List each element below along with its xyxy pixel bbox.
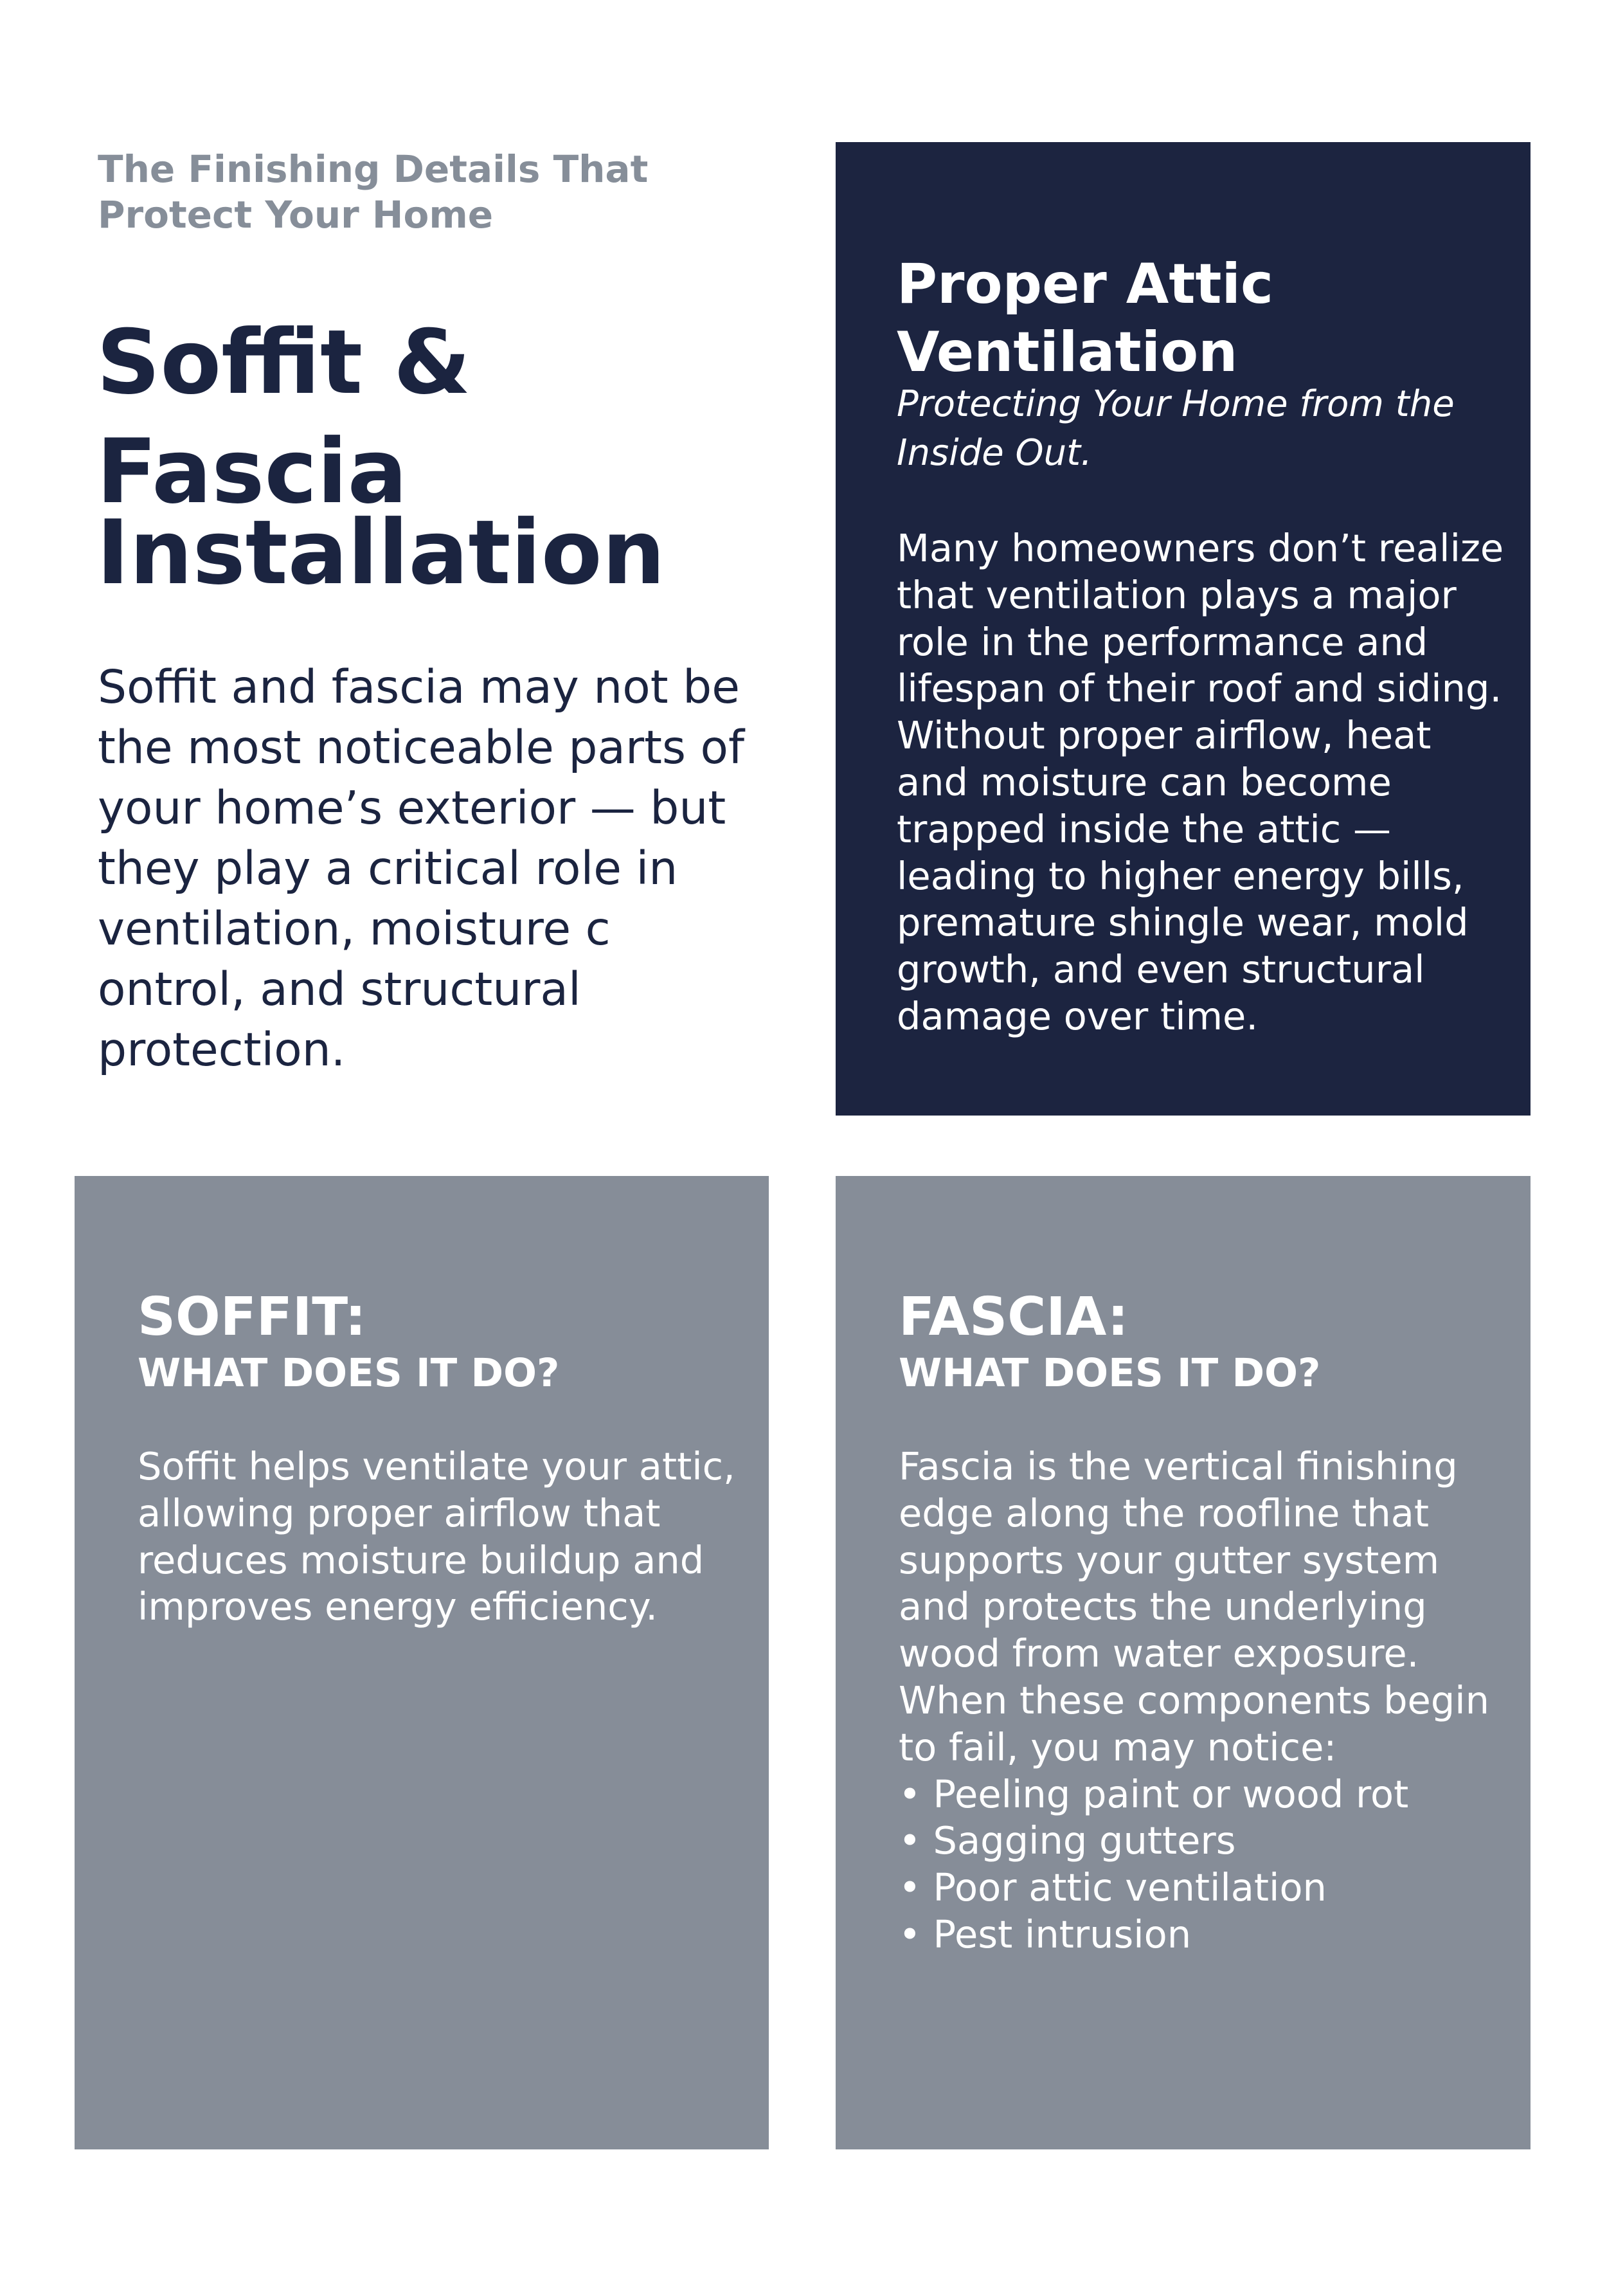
soffit-body-line: reduces moisture buildup and <box>138 1537 705 1582</box>
intro-line: ontrol, and structural <box>98 963 581 1016</box>
soffit-body-line: allowing proper airflow that <box>138 1490 661 1535</box>
ventilation-title-line-2: Ventilation <box>897 320 1238 384</box>
fascia-body-line: Fascia is the vertical finishing <box>899 1444 1458 1488</box>
ventilation-body-line: leading to higher energy bills, <box>897 853 1464 898</box>
fascia-body-line: to fail, you may notice: <box>899 1724 1337 1769</box>
fascia-body-line: edge along the roofline that <box>899 1490 1430 1535</box>
ventilation-subtitle-line-2: Inside Out. <box>897 432 1092 474</box>
ventilation-body-line: premature shingle wear, mold <box>897 900 1469 945</box>
ventilation-body-line: and moisture can become <box>897 759 1392 804</box>
fascia-body-line: wood from water exposure. <box>899 1631 1419 1676</box>
ventilation-body-line: Without proper airflow, heat <box>897 713 1432 758</box>
ventilation-card-title <box>897 250 1507 386</box>
soffit-body-line: Soffit helps ventilate your attic, <box>138 1444 735 1488</box>
intro-line: protection. <box>98 1023 346 1076</box>
ventilation-body-line: that ventilation plays a major <box>897 572 1457 617</box>
fascia-bullet-item: • Pest intrusion <box>899 1912 1192 1957</box>
soffit-card-title: SOFFIT: <box>138 1287 366 1348</box>
eyebrow-heading <box>98 147 741 238</box>
fascia-bullet-item: • Peeling paint or wood rot <box>899 1771 1409 1816</box>
ventilation-body-line: trapped inside the attic — <box>897 806 1391 851</box>
ventilation-body-line: growth, and even structural <box>897 947 1425 992</box>
intro-line: they play a critical role in <box>98 842 678 895</box>
fascia-card-subtitle: WHAT DOES IT DO? <box>899 1350 1321 1396</box>
page-title-line-2: Fascia <box>96 420 408 523</box>
page-title <box>96 311 804 604</box>
eyebrow-line-1: The Finishing Details That <box>98 147 649 191</box>
ventilation-body-line: role in the performance and <box>897 619 1428 664</box>
fascia-body-line: When these components begin <box>899 1677 1490 1722</box>
fascia-card-title: FASCIA: <box>899 1287 1129 1348</box>
soffit-card-subtitle: WHAT DOES IT DO? <box>138 1350 560 1396</box>
soffit-card <box>75 1176 769 2149</box>
ventilation-body-line: lifespan of their roof and siding. <box>897 666 1502 711</box>
eyebrow-line-2: Protect Your Home <box>98 193 494 237</box>
soffit-body-line: improves energy efficiency. <box>138 1584 658 1629</box>
fascia-card <box>836 1176 1531 2149</box>
ventilation-body-line: Many homeowners don’t realize <box>897 526 1504 570</box>
ventilation-card <box>836 142 1531 1116</box>
intro-line: Soffit and fascia may not be <box>98 660 740 714</box>
ventilation-body-line: damage over time. <box>897 993 1259 1038</box>
fascia-body-line: supports your gutter system <box>899 1537 1440 1582</box>
intro-paragraph <box>98 657 792 1080</box>
fascia-bullet-item: • Sagging gutters <box>899 1818 1236 1863</box>
ventilation-card-subtitle <box>897 380 1514 478</box>
intro-line: your home’s exterior — but <box>98 781 726 835</box>
ventilation-card-body <box>897 525 1520 1040</box>
ventilation-title-line-1: Proper Attic <box>897 252 1274 316</box>
page-title-line-3: Installation <box>96 501 665 604</box>
fascia-body-line: and protects the underlying <box>899 1584 1427 1629</box>
page-title-line-1: Soffit & <box>96 311 471 414</box>
intro-line: the most noticeable parts of <box>98 721 744 774</box>
fascia-bullet-item: • Poor attic ventilation <box>899 1865 1327 1910</box>
ventilation-subtitle-line-1: Protecting Your Home from the <box>897 383 1455 425</box>
intro-line: ventilation, moisture c <box>98 902 611 955</box>
fascia-card-body <box>899 1443 1503 1958</box>
soffit-card-body <box>138 1443 742 1631</box>
